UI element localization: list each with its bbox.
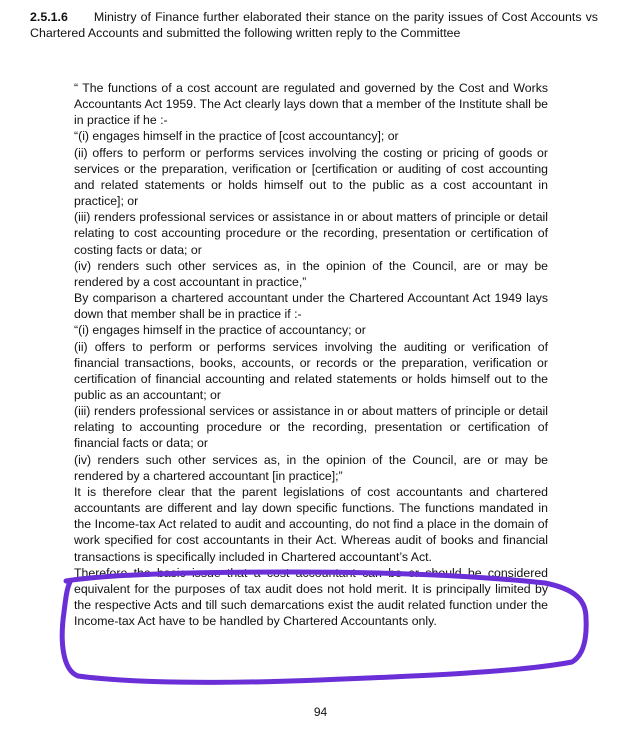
section-number: 2.5.1.6 xyxy=(30,10,68,24)
quote-paragraph-conclusion: Therefore the basic issue that a cost accountant can be or should be considered equivalent for the purposes of tax audit does not hold merit. It is principally limited by the respective Acts and till such demarcations exist the audit related function under the Income-tax Act have to be handled by Chartered Accountants only. xyxy=(74,565,548,629)
page-number: 94 xyxy=(313,705,328,719)
section-intro-text: Ministry of Finance further elaborated their stance on the parity issues of Cost Accounts vs Chartered Accounts and submitted the following written reply to the Committee xyxy=(30,10,598,41)
quote-clause-ca-ii: (ii) offers to perform or performs services involving the auditing or verification of financial transactions, books, accounts, or records or the preparation, verification or certification of financial accounting and related statements or holds himself out to the public as an accountant; or xyxy=(74,339,548,402)
quote-clause-cost-iii: (iii) renders professional services or assistance in or about matters of principle or detail relating to cost accounting procedure or the recording, presentation or certification of costing facts or data; or xyxy=(74,210,548,257)
quote-paragraph-comparison: It is therefore clear that the parent legislations of cost accountants and chartered accountants are different and lay down specific functions. The functions mandated in the Income-tax Act related to audit and accounting, do not find a place in the domain of work specified for cost accountants in their Act. Whereas audit of books and financial transactions is specifically included in Chartered accountant’s Act. xyxy=(74,484,548,564)
quote-clause-cost-ii: (ii) offers to perform or performs services involving the costing or pricing of goods or services or the preparation, verification or [certification or auditing of cost accounting and related statements or holds himself out to the public as a cost accountant in practice]; or xyxy=(74,145,548,209)
quote-paragraph-cost-act-intro: “ The functions of a cost account are regulated and governed by the Cost and Works Accountants Act 1959. The Act clearly lays down that a member of the Institute shall be in practice if he :- xyxy=(74,81,548,128)
quote-clause-cost-iv: (iv) renders such other services as, in the opinion of the Council, are or may be rendered by a cost accountant in practice,” xyxy=(74,258,548,289)
quote-clause-ca-i: “(i) engages himself in the practice of accountancy; or xyxy=(74,323,366,338)
quote-clause-ca-iv: (iv) renders such other services as, in the opinion of the Council, are or may be rendered by a chartered accountant [in practice];” xyxy=(74,452,548,483)
quote-clause-ca-iii: (iii) renders professional services or assistance in or about matters of principle or detail relating to accounting procedure or the recording, presentation or certification of financial facts or data; or xyxy=(74,404,548,451)
section-paragraph xyxy=(30,9,598,41)
quote-clause-cost-i: “(i) engages himself in the practice of [cost accountancy]; or xyxy=(74,129,399,144)
quote-paragraph-ca-act-intro: By comparison a chartered accountant under the Chartered Accountant Act 1949 lays down that member shall be in practice if :- xyxy=(74,291,548,322)
quoted-reply xyxy=(74,80,548,629)
